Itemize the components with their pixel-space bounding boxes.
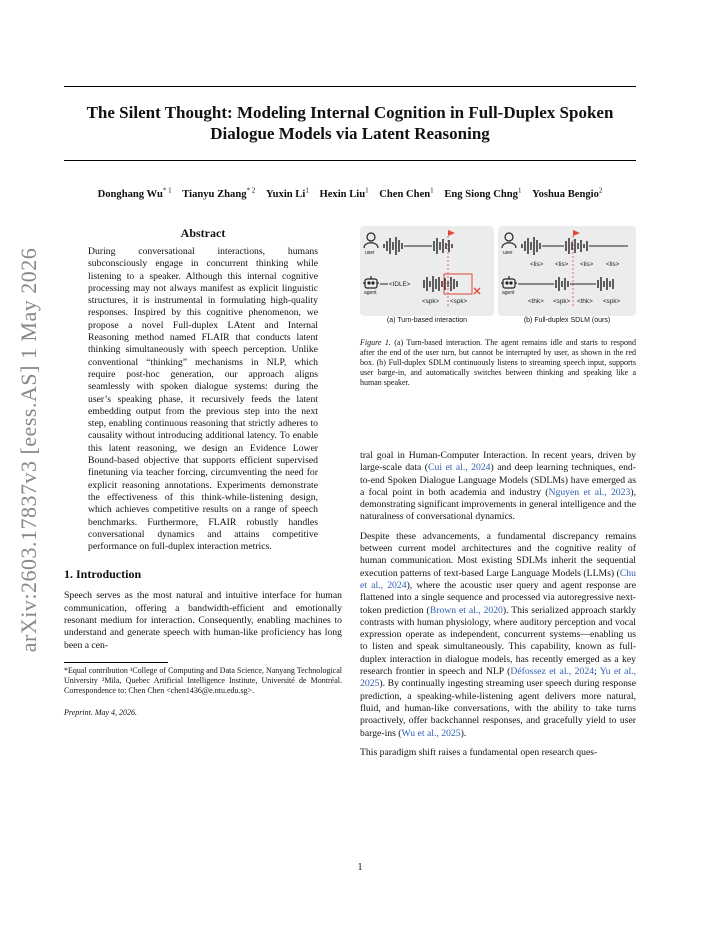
author: Yoshua Bengio$^2$ (532, 186, 603, 200)
author: Tianyu Zhang$^{* 2}$ (182, 186, 256, 200)
panel-full-duplex (498, 226, 636, 316)
robot-icon (501, 276, 517, 288)
author: Eng Siong Chng$^1$ (444, 186, 522, 200)
user-label: user (503, 250, 513, 256)
agent-label: agent (364, 290, 377, 296)
left-column (64, 226, 342, 717)
title-rule-bottom (64, 160, 636, 161)
paper-title-line1: The Silent Thought: Modeling Internal Cognition in Full-Duplex Spoken (86, 103, 614, 122)
arxiv-identifier-text: arXiv:2603.17837v3 [eess.AS] 1 May 2026 (16, 247, 41, 653)
arxiv-identifier (16, 240, 42, 660)
citation-link[interactable]: Nguyen et al., 2023 (548, 486, 631, 498)
user-icon (364, 233, 378, 248)
figure-caption (360, 338, 636, 388)
barge-in-flag-icon (573, 230, 580, 236)
figure-caption-text: (a) Turn-based interaction. The agent remains idle and starts to respond after the end of the user turn, but cannot be interrupted by user, as shown in the red box. (b) Full-duplex SDLM continuously listens to streaming speech input, supports user barge-in, and automatically switches between thinking and speaking like a human speaker. (360, 338, 636, 387)
user-waveform (522, 237, 628, 255)
citation-link[interactable]: Défossez et al., 2024 (510, 666, 595, 678)
author-list (64, 186, 636, 200)
title-rule-top (64, 86, 636, 87)
lis-token: <lis> (530, 261, 544, 268)
author: Hexin Liu$^1$ (319, 186, 369, 200)
spk-token: <spk> (422, 298, 440, 305)
spk-token: <spk> (603, 298, 621, 305)
panel-b-diagram (498, 226, 636, 316)
author: Yuxin Li$^1$ (265, 186, 309, 200)
abstract-body: During conversational interactions, humans subconsciously engage in concurrent thinking while listening to a speaker. Although this internal cognitive processing may not always manifest as explicit linguistic structures, it is instrumental in formulating high-quality responses. Inspired by this cognitive phenomenon, we propose a novel Full-duplex LAtent and Internal Reasoning method named FLAIR that conducts latent thinking simultaneously with speech perception. Unlike conventional “thinking” mechanisms in NLP, which require post-hoc generation, our approach aligns seamlessly with spoken dialogue systems: during the user’s speaking phase, it recursively feeds the latent embedding output from the previous step into the next step, enabling continuous reasoning that strictly adheres to causality without introducing additional latency. To enable this latent reasoning, we design an Evidence Lower Bound-based objective that supports efficient supervised finetuning via teacher forcing, circumventing the need for explicit reasoning annotations. Experiments demonstrate the effectiveness of this think-while-listening design, which achieves competitive results on a range of speech benchmarks. Furthermore, FLAIR robustly handles conversational dynamics and attains competitive performance on full-duplex interaction metrics. (88, 246, 318, 553)
footnote-rule (64, 662, 168, 663)
robot-icon (363, 276, 379, 288)
author: Chen Chen$^1$ (379, 186, 434, 200)
lis-token: <lis> (606, 261, 620, 268)
citation-link[interactable]: Brown et al., 2020 (429, 604, 503, 616)
thk-token: <thk> (528, 298, 544, 305)
spk-token: <spk> (450, 298, 468, 305)
figure-caption-label: Figure 1. (360, 338, 391, 347)
paper-title-line2: Dialogue Models via Latent Reasoning (210, 124, 490, 143)
paper-title (64, 102, 636, 144)
body-paragraph-3: This paradigm shift raises a fundamental open research ques- (360, 746, 598, 758)
agent-waveform (424, 276, 457, 292)
thk-token: <thk> (577, 298, 593, 305)
preprint-date: Preprint. May 4, 2026. (64, 707, 138, 717)
lis-token: <lis> (580, 261, 594, 268)
citation-link[interactable]: Chu et al., 2024 (360, 567, 636, 591)
reject-icon (474, 288, 480, 294)
user-icon (502, 233, 516, 248)
figure-1 (360, 226, 636, 330)
agent-waveform (518, 277, 613, 291)
user-label: user (365, 250, 375, 256)
citation-link[interactable]: Wu et al., 2025 (401, 727, 461, 739)
spk-token: <spk> (553, 298, 571, 305)
turn-end-flag-icon (448, 230, 455, 236)
body-paragraph-1: tral goal in Human-Computer Interaction. In recent years, driven by large-scale data (Cui et al., 2024) and deep learning techniques, end-to-end Spoken Dialogue Language Models (SDLMs) have emerged as a focal point in both academia and industry (Nguyen et al., 2023), demonstrating significant improvements in general intelligence and the naturalness of conversational dynamics. (360, 450, 637, 523)
lis-token: <lis> (555, 261, 569, 268)
panel-a-caption: (a) Turn-based interaction (386, 317, 468, 324)
agent-label: agent (502, 290, 515, 296)
footnote: *Equal contribution ¹College of Computing and Data Science, Nanyang Technological University ²Mila, Quebec Artificial Intelligence Institute, Université de Montréal. Correspondence to: Chen Chen <chen1436@e.ntu.edu.sg>. (64, 665, 342, 695)
section-heading-introduction: 1. Introduction (64, 567, 142, 582)
panel-a-diagram (360, 226, 494, 316)
panel-turn-based (360, 226, 494, 316)
body-paragraph-2: Despite these advancements, a fundamental discrepancy remains between current model architectures and the cognitive reality of human communication. Most existing SDLMs inherit the sequential execution patterns of text-based Large Language Models (LLMs) (Chu et al., 2024), where the acoustic user query and agent response are flattened into a single sequence and processed via autoregressive next-token prediction (Brown et al., 2020). This serialized approach starkly contrasts with human physiology, where auditory perception and vocal expression operate as independent, concurrent systems—enabling us to listen and speak simultaneously. This capability, known as full-duplex interaction in dialogue models, has recently emerged as a key research frontier in speech and NLP (Défossez et al., 2024; Yu et al., 2025). By continually ingesting streaming user speech during response prediction, a speaking-while-listening agent delivers more natural, fluid, and human-like conversations, with the ability to take turns proactively, offer backchannel responses, and gracefully yield to user barge-ins (Wu et al., 2025). (360, 530, 637, 739)
panel-b-caption: (b) Full-duplex SDLM (ours) (523, 317, 611, 324)
abstract-heading: Abstract (180, 226, 226, 240)
intro-paragraph: Speech serves as the most natural and intuitive interface for human communication, offering a bandwidth-efficient and emotionally resonant medium for interaction. Consequently, enabling machines to understand and generate speech with human-like proficiency has long been a cen- (64, 590, 342, 651)
page-number: 1 (357, 862, 363, 873)
right-column (360, 226, 636, 759)
citation-link[interactable]: Cui et al., 2024 (428, 462, 491, 474)
author: Donghang Wu$^{* 1}$ (97, 186, 172, 200)
user-waveform (384, 237, 452, 255)
citation-link[interactable]: Yu et al., 2025 (360, 666, 636, 690)
idle-token: <IDLE> (389, 281, 411, 288)
